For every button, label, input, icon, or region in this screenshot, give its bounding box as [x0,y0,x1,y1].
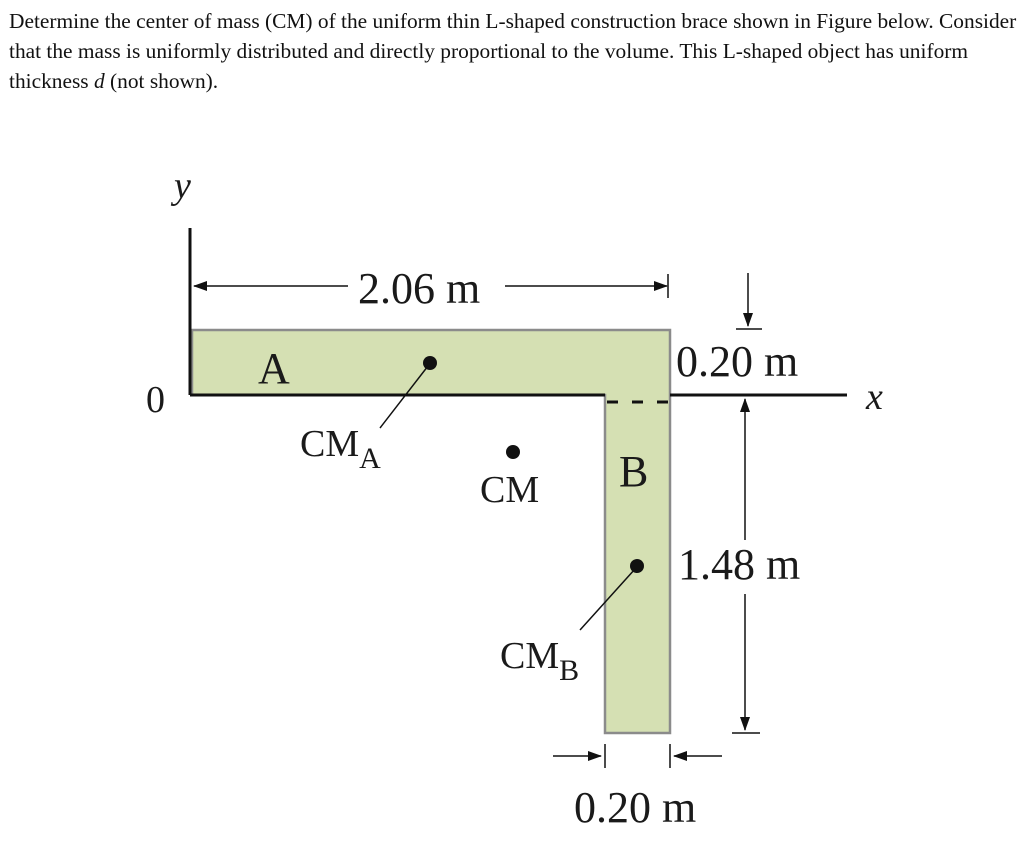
x-axis-label: x [866,376,883,418]
dim-height-label: 1.48 m [678,540,801,589]
origin-label: 0 [146,379,165,421]
dim-thickness-a-label: 0.20 m [676,337,799,386]
cm-a-dot [423,356,437,370]
cm-b-label-sub: B [559,654,580,687]
cm-b-dot [630,559,644,573]
cm-a-label-base: CM [300,423,360,465]
dim-width-top-label: 2.06 m [358,264,481,313]
y-axis-label: y [174,165,191,207]
cm-a-label-sub: A [359,442,381,475]
cm-dot [506,445,520,459]
cm-b-label-base: CM [500,635,560,677]
cm-b-label [500,635,579,687]
problem-text-end: (not shown). [104,69,219,93]
cm-a-label [300,423,381,475]
region-a-label: A [258,344,290,393]
problem-text-start: Determine the center of mass (CM) of the uniform thin L-shaped construction brace shown in Figure below. Consider that the mass is uniformly distributed and directly proportional to the volume. This L-shaped object has uniform thickness [9,9,1017,93]
cm-label: CM [480,469,540,511]
thickness-variable: d [93,69,105,93]
region-b-label: B [619,447,649,496]
dim-width-b-label: 0.20 m [574,783,697,832]
